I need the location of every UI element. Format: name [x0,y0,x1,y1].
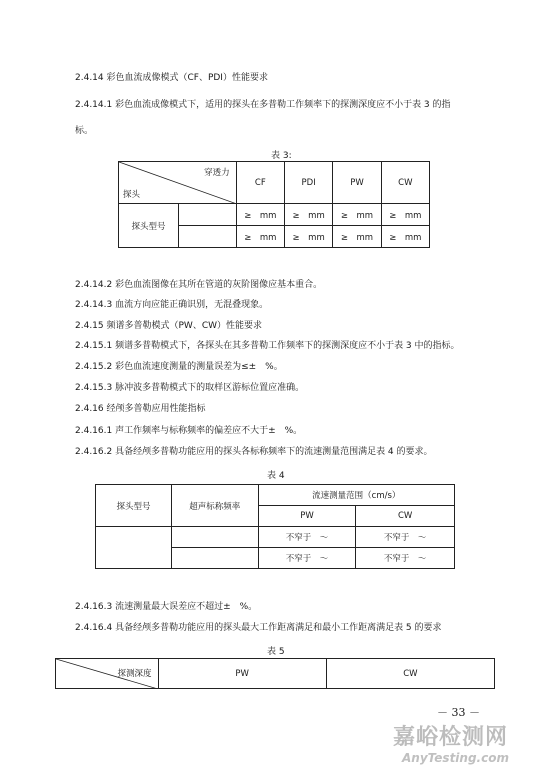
table5-col-cw: CW [326,659,494,689]
table4-header-probe-model: 探头型号 [96,485,172,527]
section-2-4-16-heading: 2.4.16 经颅多普勒应用性能指标 [75,404,206,414]
table4-cell [171,548,258,569]
watermark-cn: 嘉峪检测网 [393,725,509,750]
table3-cell: ≥ mm [284,204,332,226]
clause-2-4-16-1: 2.4.16.1 声工作频率与标称频率的偏差应不大于± %。 [75,426,303,436]
table3-caption: 表 3: [271,151,292,161]
table3-col-cf: CF [236,162,284,204]
table3-cell: ≥ mm [236,226,284,248]
clause-2-4-15-2: 2.4.15.2 彩色血流速度测量的测量误差为≤± %。 [75,362,283,372]
watermark-en: AnyTesting.com [402,751,509,765]
table3-header-probe: 探头 [123,190,141,200]
table3-cell: ≥ mm [381,226,429,248]
table4-cell [96,527,172,569]
table3-cell: ≥ mm [284,226,332,248]
table4-subheader-cw: CW [356,506,455,527]
table5 [55,658,495,689]
clause-2-4-14-1-cont: 标。 [75,126,94,136]
table4-cell: 不窄于 ～ [258,527,356,548]
page-number: － 33 － [437,706,480,719]
clause-2-4-15-1: 2.4.15.1 频谱多普勒模式下，各探头在其多普勒工作频率下的探测深度应不小于表 3 中的指标。 [75,341,460,351]
clause-2-4-16-2: 2.4.16.2 具备经颅多普勒功能应用的探头各标称频率下的流速测量范围满足表 4 的要求。 [75,447,433,457]
clause-2-4-16-3: 2.4.16.3 流速测量最大误差应不超过± %。 [75,602,258,612]
section-2-4-14-heading: 2.4.14 彩色血流成像模式（CF、PDI）性能要求 [75,73,268,83]
table3 [118,161,430,248]
table5-caption: 表 5 [267,647,285,657]
clause-2-4-14-1: 2.4.14.1 彩色血流成像模式下，适用的探头在多普勒工作频率下的探测深度应不小于表 3 的指 [75,100,451,110]
table4 [95,484,455,569]
table4-header-flow-range: 流速测量范围（cm/s） [258,485,454,506]
table4-header-nominal-frequency: 超声标称频率 [171,485,258,527]
clause-2-4-14-3: 2.4.14.3 血流方向应能正确识别，无混叠现象。 [75,300,269,310]
table3-cell: ≥ mm [333,204,381,226]
table5-header-depth: 探测深度 [117,669,152,679]
table3-cell: ≥ mm [333,226,381,248]
table5-diagonal-header [56,659,159,689]
table3-probe-model-label: 探头型号 [119,204,179,248]
clause-2-4-16-4: 2.4.16.4 具备经颅多普勒功能应用的探头最大工作距离满足和最小工作距离满足表 5 的要求 [75,623,442,633]
table4-cell: 不窄于 ～ [258,548,356,569]
clause-2-4-14-2: 2.4.14.2 彩色血流图像在其所在管道的灰阶图像应基本重合。 [75,280,323,290]
table3-cell: ≥ mm [236,204,284,226]
table4-subheader-pw: PW [258,506,356,527]
table3-diagonal-header [119,162,237,204]
table3-header-penetration: 穿透力 [204,168,230,178]
table3-col-pw: PW [333,162,381,204]
table5-col-pw: PW [158,659,326,689]
table4-cell: 不窄于 ～ [356,548,455,569]
table4-cell [171,527,258,548]
table3-cell: ≥ mm [381,204,429,226]
table3-cell [178,204,236,226]
clause-2-4-15-3: 2.4.15.3 脉冲波多普勒模式下的取样区游标位置应准确。 [75,383,305,393]
table4-caption: 表 4 [267,471,285,481]
table3-cell [178,226,236,248]
table3-col-cw: CW [381,162,429,204]
table4-cell: 不窄于 ～ [356,527,455,548]
table3-col-pdi: PDI [284,162,332,204]
section-2-4-15-heading: 2.4.15 频谱多普勒模式（PW、CW）性能要求 [75,321,262,331]
